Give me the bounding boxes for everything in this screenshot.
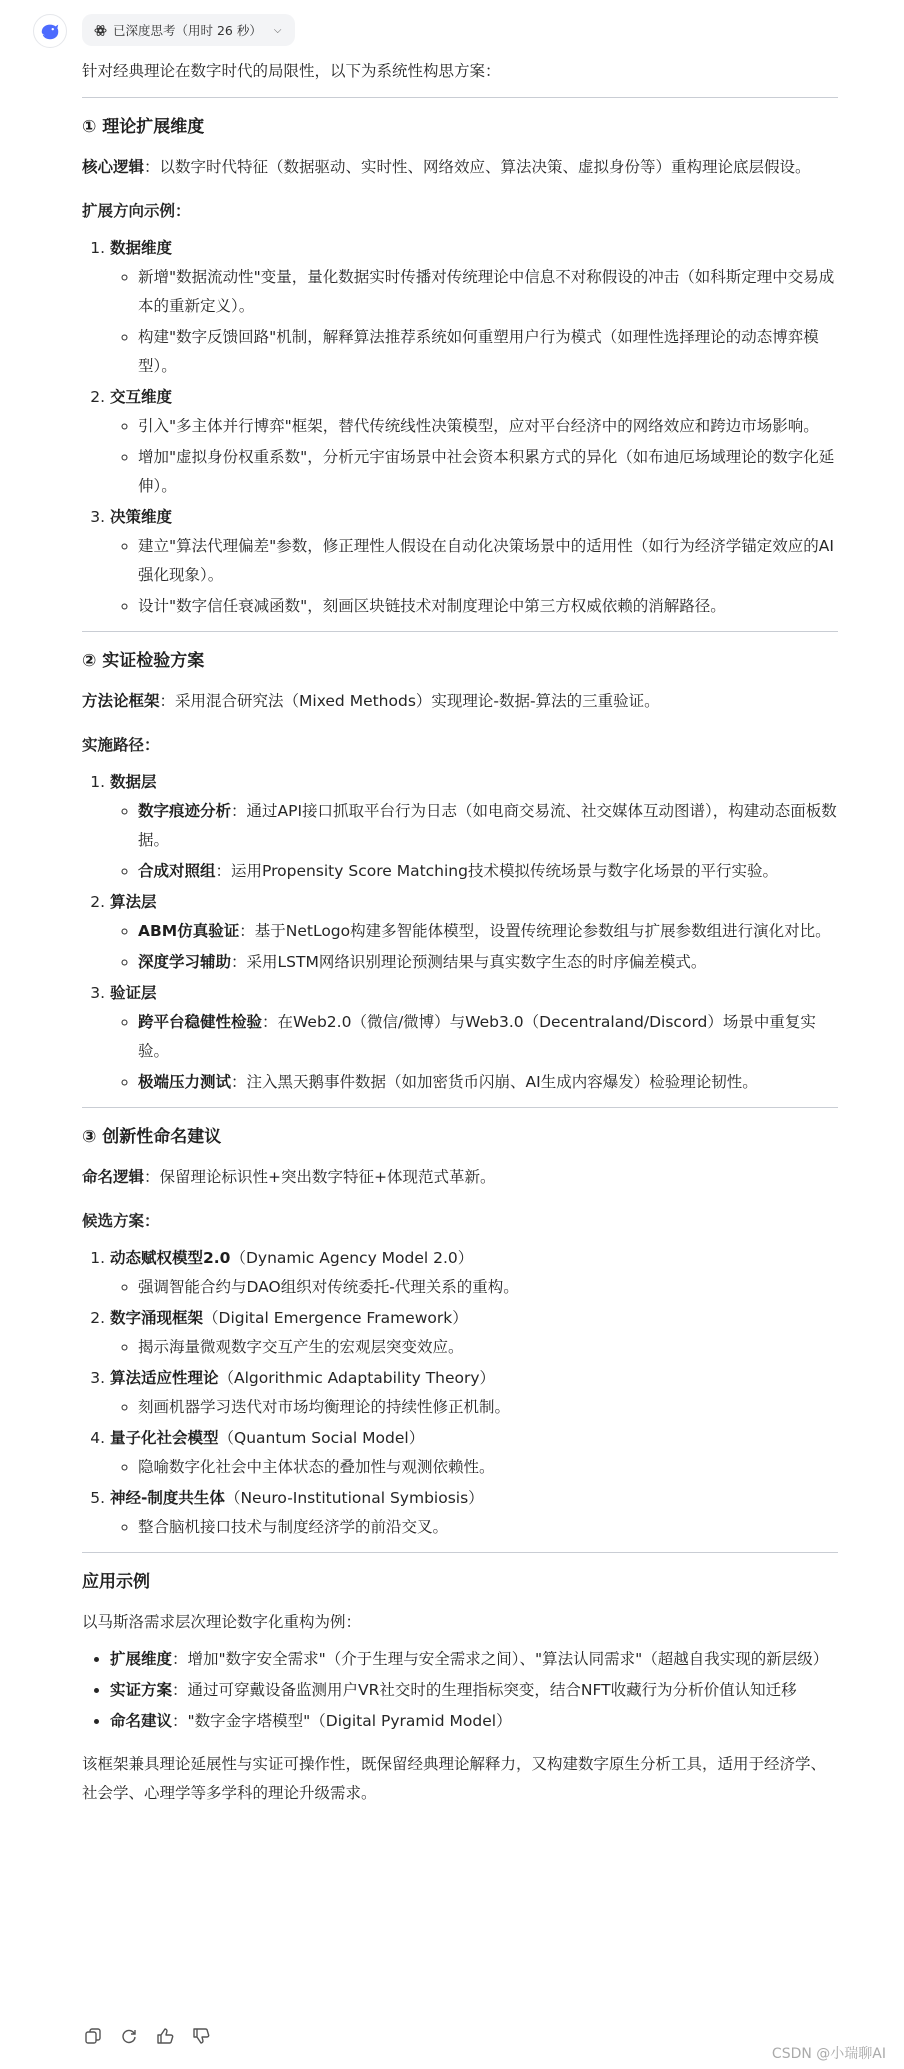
- bold-label: ABM仿真验证: [138, 922, 240, 940]
- conclusion-text: 该框架兼具理论延展性与实证可操作性，既保留经典理论解释力，又构建数字原生分析工具，适用于经济学、社会学、心理学等多学科的理论升级需求。: [82, 1755, 827, 1802]
- ordered-list: [82, 1244, 838, 1542]
- section-paragraph: [82, 153, 838, 182]
- section-paragraph: [82, 1163, 838, 1192]
- dislike-button[interactable]: [190, 2025, 212, 2047]
- copy-button[interactable]: [82, 2025, 104, 2047]
- sub-item: ◦ 整合脑机接口技术与制度经济学的前沿交叉。: [138, 1513, 838, 1542]
- list-item: [110, 1244, 838, 1302]
- bullet-list: [82, 1645, 838, 1736]
- ordered-list: [82, 234, 838, 621]
- item-title: 验证层: [110, 984, 157, 1002]
- ordered-list: [82, 768, 838, 1097]
- sub-list: [110, 532, 838, 621]
- section-paragraph: [82, 687, 838, 716]
- bold-label: 深度学习辅助: [138, 953, 232, 971]
- sub-item: ◦ 揭示海量微观数字交互产生的宏观层突变效应。: [138, 1333, 838, 1362]
- sub-item-text: ：通过API接口抓取平台行为日志（如电商交易流、社交媒体互动图谱），构建动态面板数据。: [138, 802, 837, 849]
- like-button[interactable]: [154, 2025, 176, 2047]
- paragraph-text: ：采用混合研究法（Mixed Methods）实现理论-数据-算法的三重验证。: [159, 692, 660, 710]
- section-paragraph: 以马斯洛需求层次理论数字化重构为例：: [82, 1613, 362, 1631]
- list-item-text: ：增加"数字安全需求"（介于生理与安全需求之间）、"算法认同需求"（超越自我实现的新层级）: [172, 1650, 829, 1668]
- bold-label: 实证方案: [110, 1681, 173, 1699]
- item-subtitle: （Neuro-Institutional Symbiosis）: [224, 1489, 484, 1507]
- item-title: 数字涌现框架: [110, 1309, 204, 1327]
- item-title: 量子化社会模型: [110, 1429, 219, 1447]
- deepseek-logo-icon: [39, 20, 61, 42]
- bold-label: 命名建议: [110, 1712, 173, 1730]
- assistant-message: [82, 57, 838, 1808]
- section-title: ① 理论扩展维度: [82, 117, 205, 137]
- list-item: [110, 1304, 838, 1362]
- item-title: 决策维度: [110, 508, 173, 526]
- deepseek-logo: [33, 14, 67, 48]
- list-item: [110, 1676, 838, 1705]
- divider: [82, 1107, 838, 1108]
- list-item: [110, 979, 838, 1097]
- list-item: [110, 383, 838, 501]
- paragraph-text: ：以数字时代特征（数据驱动、实时性、网络效应、算法决策、虚拟身份等）重构理论底层假设。: [144, 158, 811, 176]
- sub-item: ◦ 增加"虚拟身份权重系数"，分析元宇宙场景中社会资本积累方式的异化（如布迪厄场域理论的数字化延伸）。: [138, 443, 838, 501]
- section-title: ③ 创新性命名建议: [82, 1127, 222, 1147]
- list-item: [110, 1707, 838, 1736]
- think-icon: [94, 24, 107, 37]
- sub-item-text: ：在Web2.0（微信/微博）与Web3.0（Decentraland/Discord）场景中重复实验。: [138, 1013, 816, 1060]
- sub-item: ◦ 隐喻数字化社会中主体状态的叠加性与观测依赖性。: [138, 1453, 838, 1482]
- sub-item: [138, 917, 838, 946]
- bold-label: 命名逻辑: [82, 1168, 145, 1186]
- sub-item-text: ：采用LSTM网络识别理论预测结果与真实数字生态的时序偏差模式。: [231, 953, 707, 971]
- item-title: 数据层: [110, 773, 157, 791]
- bold-label: 方法论框架: [82, 692, 160, 710]
- item-title: 动态赋权模型2.0: [110, 1249, 231, 1267]
- list-item: [110, 1424, 838, 1482]
- item-title: 神经-制度共生体: [110, 1489, 225, 1507]
- thinking-toggle[interactable]: [82, 14, 295, 46]
- sub-list: [110, 1273, 838, 1302]
- sub-item: [138, 948, 838, 977]
- watermark: CSDN @小瑞聊AI: [771, 2046, 886, 2062]
- sub-item-text: ：注入黑天鹅事件数据（如加密货币闪崩、AI生成内容爆发）检验理论韧性。: [231, 1073, 758, 1091]
- section-title: 应用示例: [82, 1572, 150, 1592]
- intro-text: 针对经典理论在数字时代的局限性，以下为系统性构思方案：: [82, 62, 501, 80]
- item-title: 算法适应性理论: [110, 1369, 219, 1387]
- list-item: [110, 1645, 838, 1674]
- copy-icon: [84, 2027, 102, 2045]
- bold-label: 数字痕迹分析: [138, 802, 232, 820]
- divider: [82, 1552, 838, 1553]
- bold-label: 合成对照组: [138, 862, 216, 880]
- sub-item: ◦ 构建"数字反馈回路"机制，解释算法推荐系统如何重塑用户行为模式（如理性选择理论的动态博弈模型）。: [138, 323, 838, 381]
- list-item-text: ：通过可穿戴设备监测用户VR社交时的生理指标突变，结合NFT收藏行为分析价值认知迁移: [172, 1681, 797, 1699]
- section-title: ② 实证检验方案: [82, 651, 205, 671]
- list-item-text: ："数字金字塔模型"（Digital Pyramid Model）: [172, 1712, 512, 1730]
- list-item: [110, 503, 838, 621]
- message-actions: [82, 2025, 212, 2047]
- sub-item: ◦ 设计"数字信任衰减函数"，刻画区块链技术对制度理论中第三方权威依赖的消解路径。: [138, 592, 838, 621]
- bold-label: 极端压力测试: [138, 1073, 232, 1091]
- item-title: 数据维度: [110, 239, 173, 257]
- sub-item: ◦ 引入"多主体并行博弈"框架，替代传统线性决策模型，应对平台经济中的网络效应和跨边市场影响。: [138, 412, 838, 441]
- subheading: 实施路径：: [82, 736, 160, 754]
- sub-item: ◦ 新增"数据流动性"变量，量化数据实时传播对传统理论中信息不对称假设的冲击（如科斯定理中交易成本的重新定义）。: [138, 263, 838, 321]
- sub-list: [110, 797, 838, 886]
- subheading: 扩展方向示例：: [82, 202, 191, 220]
- sub-list: [110, 917, 838, 977]
- regenerate-icon: [120, 2027, 138, 2045]
- sub-list: [110, 1333, 838, 1362]
- item-subtitle: （Dynamic Agency Model 2.0）: [230, 1249, 474, 1267]
- item-title: 交互维度: [110, 388, 173, 406]
- thumbs-down-icon: [192, 2027, 210, 2045]
- list-item: [110, 768, 838, 886]
- bold-label: 核心逻辑: [82, 158, 145, 176]
- list-item: [110, 1364, 838, 1422]
- bold-label: 跨平台稳健性检验: [138, 1013, 263, 1031]
- sub-item-text: ：运用Propensity Score Matching技术模拟传统场景与数字化场景的平行实验。: [215, 862, 778, 880]
- sub-item: ◦ 强调智能合约与DAO组织对传统委托-代理关系的重构。: [138, 1273, 838, 1302]
- sub-list: [110, 263, 838, 381]
- divider: [82, 631, 838, 632]
- sub-item: [138, 1068, 838, 1097]
- sub-list: [110, 1393, 838, 1422]
- regenerate-button[interactable]: [118, 2025, 140, 2047]
- item-title: 算法层: [110, 893, 157, 911]
- sub-list: [110, 1513, 838, 1542]
- sub-item: ◦ 刻画机器学习迭代对市场均衡理论的持续性修正机制。: [138, 1393, 838, 1422]
- subheading: 候选方案：: [82, 1212, 160, 1230]
- sub-list: [110, 412, 838, 501]
- thinking-label: 已深度思考（用时 26 秒）: [113, 22, 262, 38]
- list-item: [110, 888, 838, 977]
- sub-item: ◦ 建立"算法代理偏差"参数，修正理性人假设在自动化决策场景中的适用性（如行为经济学锚定效应的AI强化现象）。: [138, 532, 838, 590]
- sub-item: [138, 1008, 838, 1066]
- item-subtitle: （Quantum Social Model）: [218, 1429, 425, 1447]
- chevron-down-icon: ⌵: [273, 24, 282, 36]
- divider: [82, 97, 838, 98]
- paragraph-text: ：保留理论标识性+突出数字特征+体现范式革新。: [144, 1168, 496, 1186]
- item-subtitle: （Digital Emergence Framework）: [203, 1309, 468, 1327]
- sub-item: [138, 857, 838, 886]
- sub-list: [110, 1453, 838, 1482]
- thumbs-up-icon: [156, 2027, 174, 2045]
- sub-item-text: ：基于NetLogo构建多智能体模型，设置传统理论参数组与扩展参数组进行演化对比。: [239, 922, 831, 940]
- list-item: [110, 1484, 838, 1542]
- item-subtitle: （Algorithmic Adaptability Theory）: [218, 1369, 496, 1387]
- sub-item: [138, 797, 838, 855]
- bold-label: 扩展维度: [110, 1650, 173, 1668]
- sub-list: [110, 1008, 838, 1097]
- list-item: [110, 234, 838, 381]
